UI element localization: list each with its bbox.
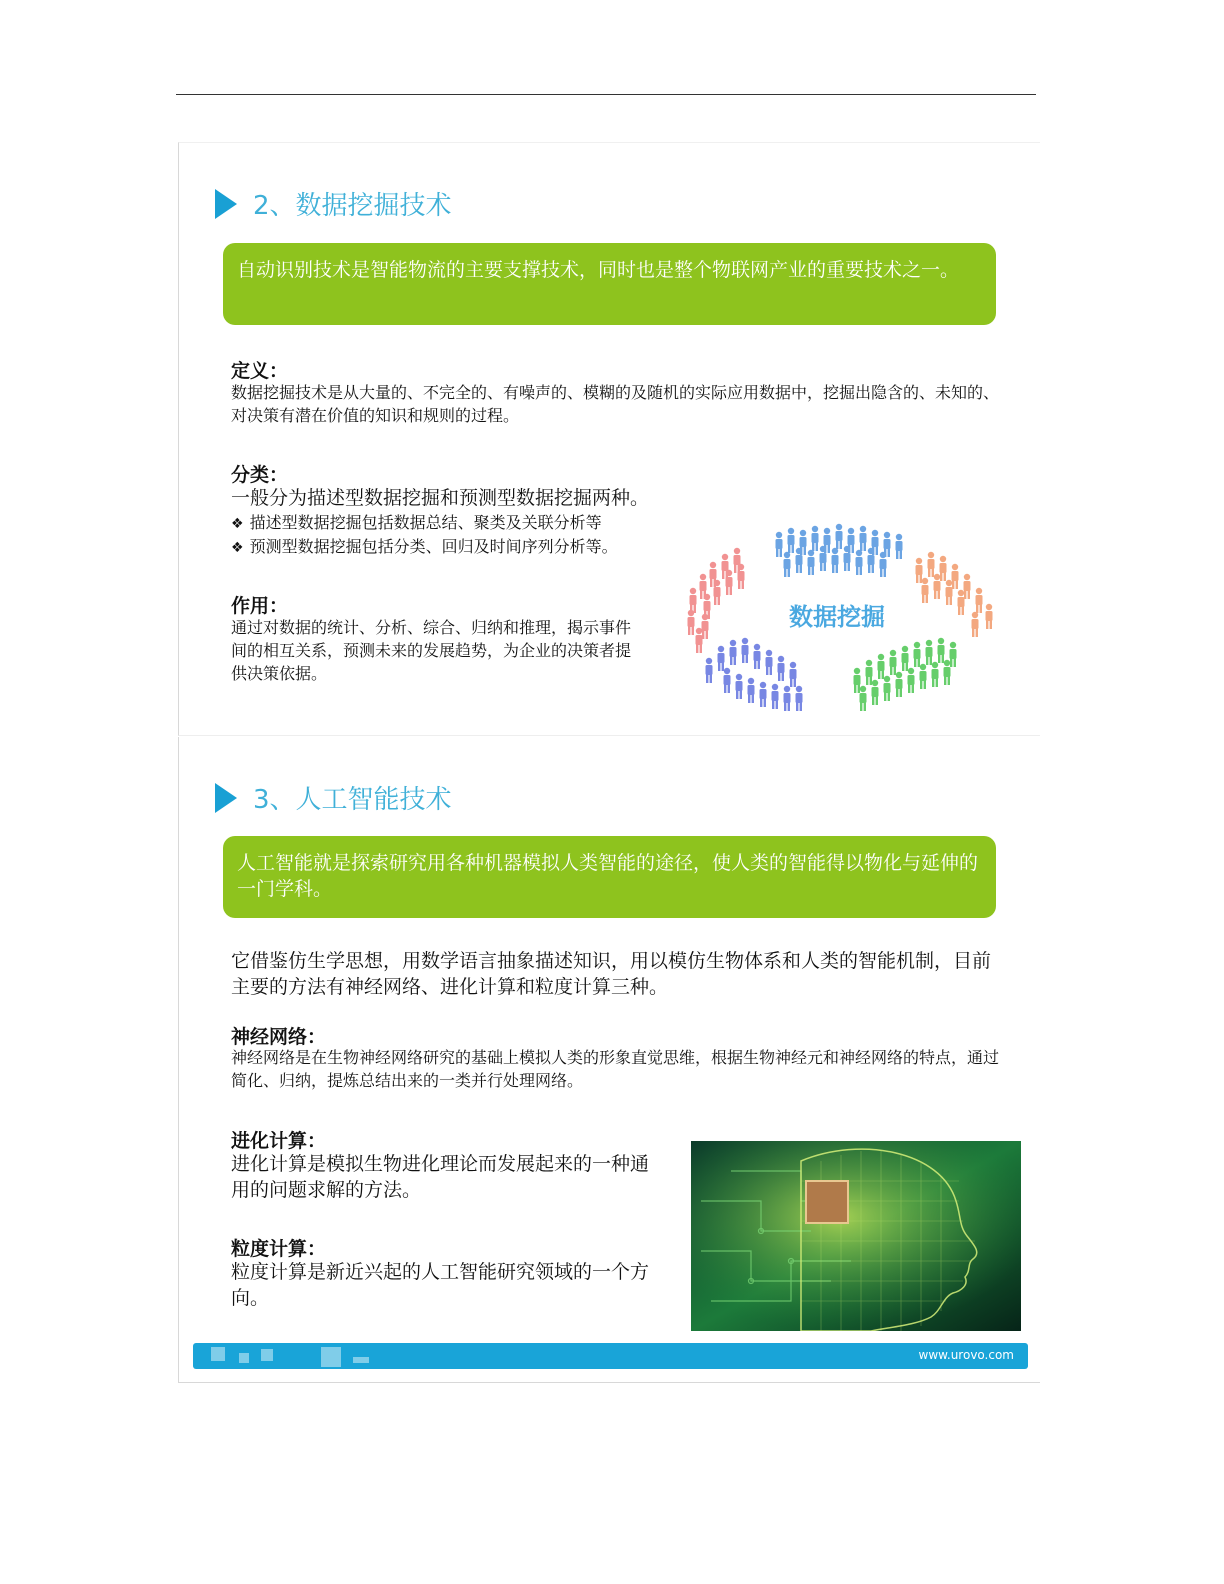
bullet-item: ❖ 描述型数据挖掘包括数据总结、聚类及关联分析等 — [231, 511, 701, 536]
top-rule — [176, 94, 1036, 95]
intro-box: 自动识别技术是智能物流的主要支撑技术，同时也是整个物联网产业的重要技术之一。 — [223, 243, 996, 325]
neural-heading: 神经网络： — [231, 1026, 327, 1048]
granular-heading: 粒度计算： — [231, 1238, 327, 1260]
bullet-item: ❖ 预测型数据挖掘包括分类、回归及时间序列分析等。 — [231, 535, 701, 560]
evolution-heading: 进化计算： — [231, 1130, 327, 1152]
image-caption: 数据挖掘 — [789, 603, 885, 631]
definition-text: 数据挖掘技术是从大量的、不完全的、有噪声的、模糊的及随机的实际应用数据中，挖掘出隐含的、未知的、对决策有潜在价值的知识和规则的过程。 — [231, 383, 1000, 425]
intro-box: 人工智能就是探索研究用各种机器模拟人类智能的途径，使人类的智能得以物化与延伸的一门学科。 — [223, 836, 996, 918]
slide-ai — [178, 737, 1040, 1383]
footer-bar — [193, 1343, 1028, 1369]
function-text: 通过对数据的统计、分析、综合、归纳和推理，揭示事件间的相互关系，预测未来的发展趋势，为企业的决策者提供决策依据。 — [231, 618, 632, 683]
lead-text: 它借鉴仿生学思想，用数学语言抽象描述知识，用以模仿生物体系和人类的智能机制，目前主要的方法有神经网络、进化计算和粒度计算三种。 — [231, 950, 992, 998]
evolution-text: 进化计算是模拟生物进化理论而发展起来的一种通用的问题求解的方法。 — [231, 1153, 650, 1201]
section-title: 2、数据挖掘技术 — [215, 185, 452, 222]
play-triangle-icon — [215, 189, 237, 219]
classification-text: 一般分为描述型数据挖掘和预测型数据挖掘两种。 — [231, 487, 650, 509]
granular-text: 粒度计算是新近兴起的人工智能研究领域的一个方向。 — [231, 1261, 650, 1309]
neural-text: 神经网络是在生物神经网络研究的基础上模拟人类的形象直觉思维，根据生物神经元和神经网络的特点，通过简化、归纳，提炼总结出来的一类并行处理网络。 — [231, 1048, 1000, 1090]
slide-data-mining — [178, 142, 1040, 736]
definition-heading: 定义： — [231, 360, 289, 382]
classification-heading: 分类： — [231, 464, 289, 486]
ai-head-image — [691, 1141, 1021, 1331]
play-triangle-icon — [215, 783, 237, 813]
data-mining-crowd-image — [679, 521, 1009, 726]
footer-url: www.urovo.com — [918, 1348, 1014, 1362]
section-title: 3、人工智能技术 — [215, 779, 452, 816]
function-heading: 作用： — [231, 595, 289, 617]
